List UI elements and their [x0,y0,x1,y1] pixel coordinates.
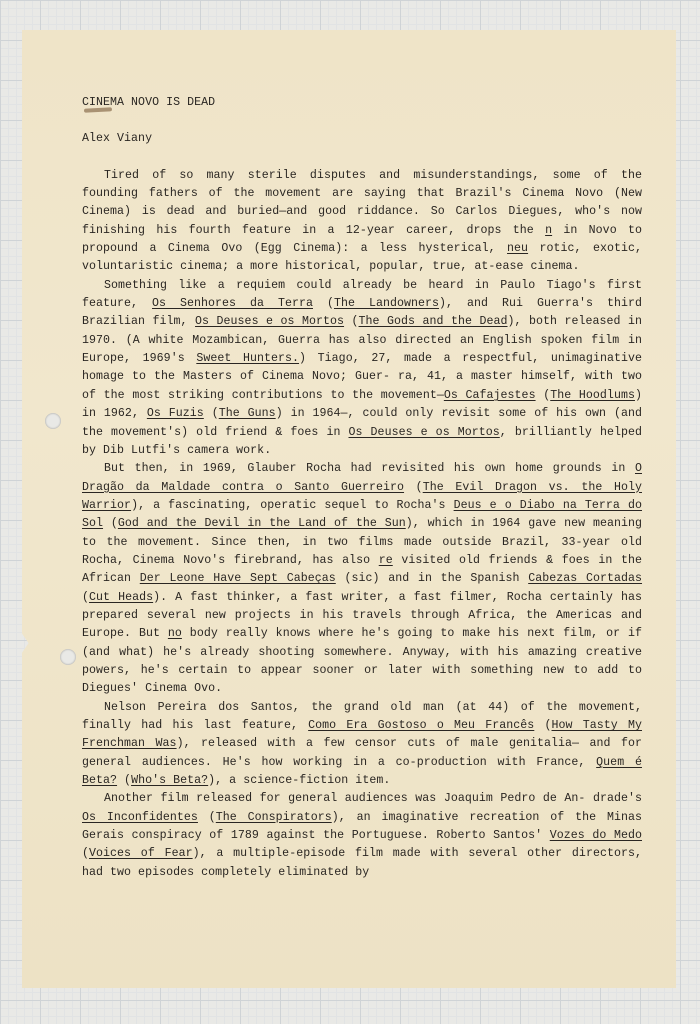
document-title: CINEMA NOVO IS DEAD [82,96,216,109]
underlined-title-text: The Hoodlums [550,388,635,402]
paragraph-text: ( [82,590,90,604]
paragraph [82,167,642,277]
paragraph-text: , brilliantly helped by Dib Lutfi's camera work. [82,425,642,457]
paragraph-text: rotic, exotic, voluntaristic cinema; a more historical, popular, true, at-ease cinema. [82,242,642,274]
underlined-title-text: Os Cafajestes [443,388,536,402]
underlined-title-text: The Gods and the Dead [358,315,508,329]
paragraph [82,460,642,698]
underlined-title-text: The Conspirators [215,810,332,824]
underlined-title-text: The Evil Dragon vs. the Holy Warrior [82,480,642,512]
paragraph-text: ( [535,388,551,402]
underlined-title-text: Os Inconfidentes [82,810,198,824]
underlined-title-text: Os Deuses e os Mortos [195,315,345,329]
underlined-title-text: Cabezas Cortadas [528,572,643,586]
paragraph [82,277,642,460]
punch-hole-upper [45,413,61,429]
paragraph-text: ), released with a few censor cuts of male genitalia— and for general audiences. He's how working in a co-production with France, [82,737,642,769]
underlined-title-text: Cut Heads [89,590,154,604]
paragraph-text: ). A fast thinker, a fast writer, a fast filmer, Rocha certainly has prepared several new projects in his travels through Africa, the Americas and Europe. But [82,590,642,641]
underlined-title-text: Deus e o Diabo na Terra do Sol [82,498,642,531]
paragraph-text: ( [82,847,90,861]
paragraph-text: ) Tiago, 27, made a respectful, unimaginative homage to the Masters of Cinema Novo; Guer- ra, 41, a master himself, with two of the most striking contributions to the movement— [82,352,642,402]
paragraph-text: ) in 1964—, could only revisit some of his own (and the movement's) old friend & foes in [82,407,642,439]
paragraph-text: ), a science-fiction item. [208,774,391,788]
underlined-title-text: Der Leone Have Sept Cabeças [139,572,336,586]
underlined-title-text: Who's Beta? [131,774,209,788]
underlined-title-text: Os Senhores da Terra [152,297,313,311]
document-author: Alex Viany [82,132,153,146]
paragraph-text: Another film released for general audiences was Joaquim Pedro de An- drade's [104,792,642,806]
paragraph-text: body really knows where he's going to make his next film, or if (and what) he's already shooting somewhere. Anyway, with his amazing creative powers, he's certain to appear sooner or later with something new to add to Diegues' Cinema Ovo. [82,627,642,696]
underlined-title-text: Quem é Beta? [82,755,642,788]
underlined-title-text: How Tasty My Frenchman Was [82,719,642,751]
underlined-title-text: The Landowners [333,297,440,311]
paragraph-text: ( [197,810,216,824]
paragraph [82,699,642,791]
paragraph-text: ), a fascinating, operatic sequel to Rocha's [131,498,454,512]
paragraph-text: ), an imaginative recreation of the Minas Gerais conspiracy of 1789 against the Portuguese. Roberto Santos' [82,810,643,843]
underlined-title-text: Como Era Gostoso o Meu Francês [308,719,535,732]
underlined-title-text: no [167,627,182,641]
article-paragraphs [82,167,642,882]
paragraph-text: visited old friends & foes in the African [82,553,642,586]
paragraph [82,790,642,882]
paragraph-text: ), a multiple-episode film made with several other directors, had two episodes completely eliminated by [82,847,642,879]
paragraph-text: ( [203,407,219,421]
underlined-title-text: neu [507,242,529,256]
punch-hole-lower [60,649,76,665]
paragraph-text: ( [404,480,423,494]
paragraph-text: But then, in 1969, Glauber Rocha had revisited his own home grounds in [104,462,635,476]
underlined-title-text: Vozes do Medo [549,829,642,843]
paragraph-text: ( [117,774,132,788]
paragraph-text: ( [344,315,359,329]
underlined-title-text: O Dragão da Maldade contra o Santo Guerreiro [82,462,642,494]
underlined-title-text: Os Fuzis [146,407,204,421]
paragraph-text: ( [313,297,334,311]
underlined-title-text: re [378,553,393,567]
underlined-title-text: n [545,223,553,237]
paragraph-text: ) in 1962, [82,388,642,421]
paragraph-text: ( [103,517,118,531]
document-body [82,94,642,882]
paragraph-text: (sic) and in the Spanish [335,572,529,586]
paragraph-text: in Novo to propound a Cinema Ovo (Egg Cinema): a less hysterical, [82,223,642,256]
underlined-title-text: The Guns [218,407,276,421]
paragraph-text: ), both released in 1970. (A white Mozambican, Guerra has also directed an English spoken film in Europe, 1969's [82,315,643,366]
underlined-title-text: God and the Devil in the Land of the Sun [117,517,406,531]
paragraph-text: ), which in 1964 gave new meaning to the movement. Since then, in two films made outside Brazil, 33-year old Rocha, Cinema Novo's firebrand, has also [82,517,643,567]
paragraph-text: Something like a requiem could already be heard in Paulo Tiago's first feature, [82,278,642,311]
paragraph-text: Tired of so many sterile disputes and misunderstandings, some of the founding fathers of the movement are saying that Brazil's Cinema Novo (New Cinema) is dead and buried—and good riddance. So Carlos Diegues, who's now finishing his fourth feature in a 12-year career, drops the [82,168,642,237]
underlined-title-text: Sweet Hunters. [196,352,300,366]
paragraph-text: Nelson Pereira dos Santos, the grand old man (at 44) of the movement, finally had his last feature, [82,700,642,732]
paragraph-text: ), and Rui Guerra's third Brazilian film, [82,297,642,329]
paragraph-text: ( [534,719,552,732]
underlined-title-text: Os Deuses e os Mortos [348,425,500,439]
underlined-title-text: Voices of Fear [89,847,193,861]
